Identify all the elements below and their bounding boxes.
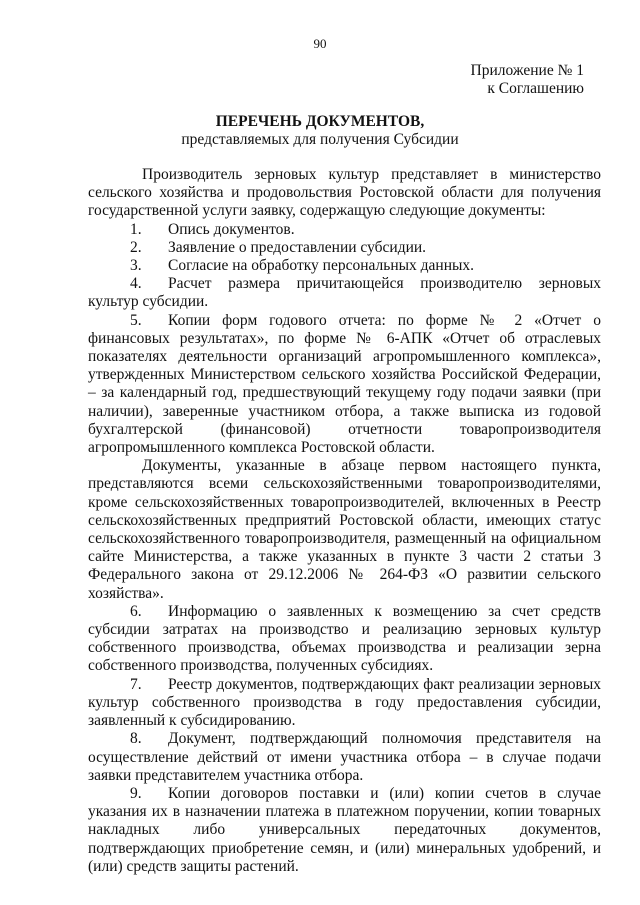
list-item	[88, 785, 601, 876]
list-item	[88, 676, 601, 731]
appendix-line-1: Приложение № 1	[470, 62, 584, 79]
list-item-text: Копии форм годового отчета: по форме № 2 «Отчет о финансовых результатах», по форме № 6-АПК «Отчет об отраслевых показателях деятельности организаций агропромышленного комплекса», утвержденных Министерством сельского хозяйства Российской Федерации, – за календарный год, предшествующий текущему году подачи заявки (при наличии), заверенные участником отбора, а также выписка из годовой бухгалтерской (финансовой) отчетности товаропроизводителя агропромышленного комплекса Ростовской области.	[88, 311, 601, 457]
list-item-number: 2.	[130, 238, 142, 256]
list-item	[88, 221, 601, 239]
appendix-label	[471, 62, 584, 98]
appendix-line-2: к Соглашению	[487, 80, 584, 97]
list-item	[88, 603, 601, 676]
document-body	[88, 166, 601, 876]
list-item-text: Информацию о заявленных к возмещению за счет средств субсидии затратах на производство и реализацию зерновых культур собственного производства, объемах производства и реализации зерна собственного производства, полученных субсидиях.	[88, 602, 601, 675]
list-item-number: 7.	[130, 675, 142, 693]
list-item-number: 6.	[130, 602, 142, 620]
list-item	[88, 257, 601, 275]
list-item-number: 1.	[130, 220, 142, 238]
list-item-number: 9.	[130, 784, 142, 802]
note-paragraph: Документы, указанные в абзаце первом настоящего пункта, представляются всеми сельскохозяйственными товаропроизводителями, кроме сельскохозяйственных товаропроизводителей, включенных в Реестр сельскохозяйственных предприятий Ростовской области, имеющих статус сельскохозяйственного товаропроизводителя, размещенный на официальном сайте Министерства, а также указанных в пункте 3 части 2 статьи 3 Федерального закона от 29.12.2006 № 264-ФЗ «О развитии сельского хозяйства».	[88, 457, 601, 602]
list-item-number: 5.	[130, 311, 142, 329]
intro-paragraph: Производитель зерновых культур представляет в министерство сельского хозяйства и продовольствия Ростовской области для получения государственной услуги заявку, содержащую следующие документы:	[88, 166, 601, 220]
list-item-text: Расчет размера причитающейся производителю зерновых культур субсидии.	[88, 275, 601, 311]
list-item-number: 4.	[130, 275, 142, 293]
document-title: ПЕРЕЧЕНЬ ДОКУМЕНТОВ,	[215, 113, 425, 130]
list-item-text: Опись документов.	[168, 220, 295, 238]
list-item-text: Копии договоров поставки и (или) копии счетов в случае указания их в назначении платежа в платежном поручении, копии товарных накладных либо универсальных передаточных документов, подтверждающих приобретение семян, и (или) минеральных удобрений, и (или) средств защиты растений.	[88, 784, 601, 875]
list-item-text: Реестр документов, подтверждающих факт реализации зерновых культур собственного производства в году предоставления субсидии, заявленный к субсидированию.	[88, 675, 601, 730]
list-item-text: Документ, подтверждающий полномочия представителя на осуществление действий от имени участника отбора – в случае подачи заявки представителем участника отбора.	[88, 730, 601, 784]
list-item	[88, 275, 601, 311]
list-item-text: Заявление о предоставлении субсидии.	[168, 238, 427, 256]
list-item	[88, 312, 601, 458]
list-item-text: Согласие на обработку персональных данных.	[168, 257, 475, 275]
document-subtitle: представляемых для получения Субсидии	[181, 131, 459, 148]
list-item-number: 8.	[130, 730, 142, 748]
page-number: 90	[313, 36, 327, 51]
list-item-number: 3.	[130, 257, 142, 275]
list-item	[88, 730, 601, 785]
list-item	[88, 239, 601, 257]
